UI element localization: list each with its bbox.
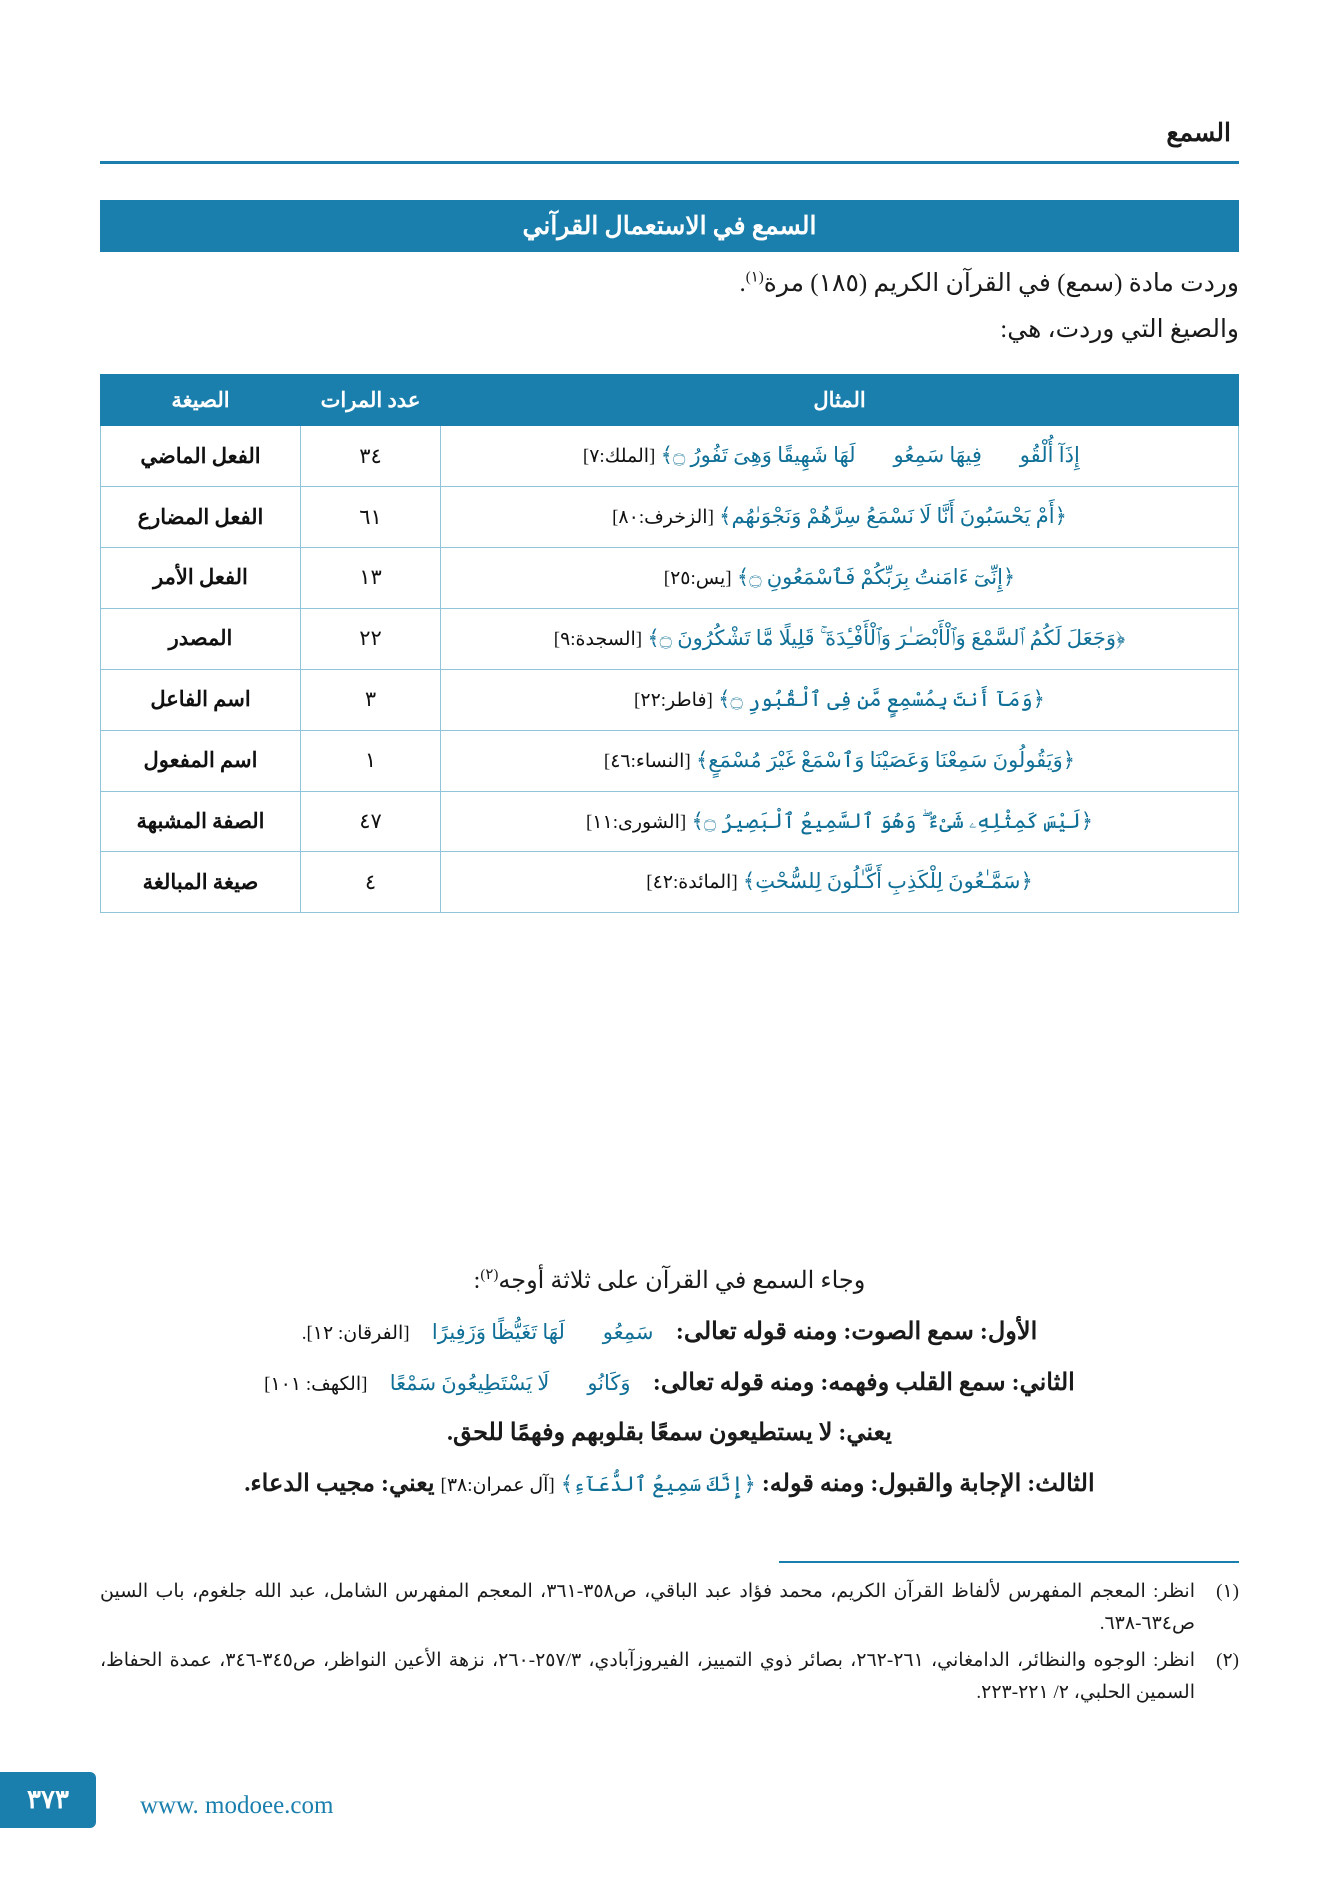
verse-reference: [فاطر:٢٢]	[634, 689, 713, 711]
intro-line-1-text: وردت مادة (سمع) في القرآن الكريم (١٨٥) مرة	[763, 270, 1239, 297]
cell-count: ٣	[301, 669, 441, 730]
footnotes-block	[100, 1576, 1239, 1713]
cell-count: ٤	[301, 852, 441, 913]
verse-reference: [الشورى:١١]	[585, 811, 687, 833]
intro-line-2: والصيغ التي وردت، هي:	[1000, 315, 1239, 343]
table-header-row	[101, 375, 1239, 426]
cell-example	[441, 487, 1239, 548]
aspects-intro	[100, 1258, 1239, 1305]
quran-quote: ﴿وَكَانُوا۟ لَا يَسْتَطِيعُونَ سَمْعًا﴾	[373, 1370, 647, 1395]
column-header-form: الصيغة	[101, 375, 301, 426]
page-number-badge: ٣٧٣	[0, 1772, 96, 1828]
aspect-item-1	[100, 1309, 1239, 1356]
verse-reference: [الكهف: ١٠١]	[264, 1373, 368, 1395]
verse-reference: [النساء:٤٦]	[603, 750, 691, 772]
verse-reference: [السجدة:٩]	[553, 628, 643, 650]
footnote-marker-1: (١)	[745, 269, 764, 286]
cell-form: الفعل المضارع	[101, 487, 301, 548]
header-divider	[100, 161, 1239, 164]
cell-form: اسم الفاعل	[101, 669, 301, 730]
page-header	[100, 118, 1239, 164]
verse-reference: [آل عمران:٣٨]	[440, 1475, 555, 1497]
aspects-intro-text: وجاء السمع في القرآن على ثلاثة أوجه	[498, 1268, 866, 1294]
website-url[interactable]: www. modoee.com	[140, 1792, 334, 1819]
forms-table-wrapper	[100, 374, 1239, 913]
quran-quote: ﴿لَيْسَ كَمِثْلِهِۦ شَىْءٌ ۖ وَهُوَ ٱلسَّمِيعُ ٱلْبَصِيرُ ۝﴾	[691, 808, 1094, 833]
table-row	[101, 791, 1239, 852]
quran-quote: ﴿سَمَّـٰعُونَ لِلْكَذِبِ أَكَّـٰلُونَ لِلسُّحْتِ﴾	[742, 869, 1033, 894]
footnote-text: انظر: المعجم المفهرس لألفاظ القرآن الكريم، محمد فؤاد عبد الباقي، ص٣٥٨-٣٦١، المعجم المفهرس الشامل، عبد الله جلغوم، باب السين ص٦٣٤-٦٣٨.	[100, 1581, 1195, 1635]
cell-example	[441, 669, 1239, 730]
verse-reference: [الزخرف:٨٠]	[612, 507, 714, 529]
cell-example	[441, 852, 1239, 913]
footnote-divider	[779, 1561, 1239, 1563]
aspects-block	[100, 1258, 1239, 1512]
quran-quote: ﴿وَمَآ أَنتَ بِمُسْمِعٍ مَّن فِى ٱلْقُبُورِ ۝﴾	[718, 686, 1045, 711]
cell-form: الفعل الماضي	[101, 426, 301, 487]
quran-quote: ﴿سَمِعُوا۟ لَهَا تَغَيُّظًا وَزَفِيرًا﴾	[415, 1319, 670, 1344]
cell-count: ٢٢	[301, 608, 441, 669]
quran-quote: ﴿وَجَعَلَ لَكُمُ ٱلسَّمْعَ وَٱلْأَبْصَـٰرَ وَٱلْأَفْـِٔدَةَ ۚ قَلِيلًا مَّا تَشْكُرُونَ ۝﴾	[647, 625, 1126, 650]
aspect-note-3: يعني: مجيب الدعاء.	[244, 1471, 435, 1498]
cell-form: المصدر	[101, 608, 301, 669]
footnote-number: (١)	[1216, 1581, 1239, 1602]
cell-count: ١٣	[301, 548, 441, 609]
quran-quote: ﴿وَيَقُولُونَ سَمِعْنَا وَعَصَيْنَا وَٱسْمَعْ غَيْرَ مُسْمَعٍ﴾	[695, 747, 1076, 772]
aspects-intro-colon: :	[473, 1268, 481, 1294]
table-row	[101, 426, 1239, 487]
section-title-bar	[100, 200, 1239, 252]
intro-line-1-period: .	[739, 270, 746, 297]
aspect-note-2: يعني: لا يستطيعون سمعًا بقلوبهم وفهمًا للحق.	[447, 1420, 892, 1447]
verse-reference: [يس:٢٥]	[663, 568, 732, 590]
forms-table	[100, 374, 1239, 913]
aspect-item-2	[100, 1360, 1239, 1407]
aspect-lead: الثالث: الإجابة والقبول: ومنه قوله:	[761, 1471, 1095, 1498]
footnote-number: (٢)	[1216, 1649, 1239, 1671]
aspect-item-3	[100, 1461, 1239, 1508]
column-header-count: عدد المرات	[301, 375, 441, 426]
header-title: السمع	[1166, 120, 1231, 147]
cell-example	[441, 791, 1239, 852]
cell-example	[441, 608, 1239, 669]
table-row	[101, 852, 1239, 913]
aspect-lead: الثاني: سمع القلب وفهمه: ومنه قوله تعالى:	[652, 1369, 1075, 1396]
verse-reference: [الفرقان: ١٢].	[301, 1322, 410, 1344]
table-row	[101, 548, 1239, 609]
verse-reference: [الملك:٧]	[582, 446, 656, 468]
footnote-item	[100, 1645, 1239, 1710]
section-title: السمع في الاستعمال القرآني	[522, 213, 817, 240]
table-row	[101, 487, 1239, 548]
footnote-text: انظر: الوجوه والنظائر، الدامغاني، ٢٦١-٢٦٢، بصائر ذوي التمييز، الفيروزآبادي، ٢٥٧/٣-٢٦٠، نزهة الأعين النواظر، ص٣٤٥-٣٤٦، عمدة الحفاظ، السمين الحلبي، ٢/ ٢٢١-٢٢٣.	[100, 1649, 1195, 1703]
quran-quote: ﴿إِنِّىٓ ءَامَنتُ بِرَبِّكُمْ فَٱسْمَعُونِ ۝﴾	[736, 565, 1016, 590]
quran-quote: ﴿إِذَآ أُلْقُوا۟ فِيهَا سَمِعُوا۟ لَهَا شَهِيقًا وَهِىَ تَفُورُ ۝﴾	[660, 443, 1097, 468]
cell-form: الفعل الأمر	[101, 548, 301, 609]
cell-form: صيغة المبالغة	[101, 852, 301, 913]
table-row	[101, 669, 1239, 730]
footnote-marker-2: (٢)	[480, 1267, 499, 1283]
cell-count: ١	[301, 730, 441, 791]
cell-count: ٤٧	[301, 791, 441, 852]
cell-example	[441, 730, 1239, 791]
table-row	[101, 608, 1239, 669]
intro-block	[100, 262, 1239, 354]
table-row	[101, 730, 1239, 791]
cell-example	[441, 426, 1239, 487]
intro-line-1	[100, 262, 1239, 306]
cell-count: ٦١	[301, 487, 441, 548]
cell-form: الصفة المشبهة	[101, 791, 301, 852]
cell-form: اسم المفعول	[101, 730, 301, 791]
cell-count: ٣٤	[301, 426, 441, 487]
verse-reference: [المائدة:٤٢]	[646, 872, 738, 894]
cell-example	[441, 548, 1239, 609]
quran-quote: ﴿إِنَّكَ سَمِيعُ ٱلدُّعَآءِ﴾	[560, 1472, 756, 1497]
footnote-item	[100, 1576, 1239, 1641]
aspect-lead: الأول: سمع الصوت: ومنه قوله تعالى:	[675, 1318, 1038, 1345]
column-header-example: المثال	[441, 375, 1239, 426]
quran-quote: ﴿أَمْ يَحْسَبُونَ أَنَّا لَا نَسْمَعُ سِرَّهُمْ وَنَجْوَىٰهُم﴾	[719, 504, 1067, 529]
